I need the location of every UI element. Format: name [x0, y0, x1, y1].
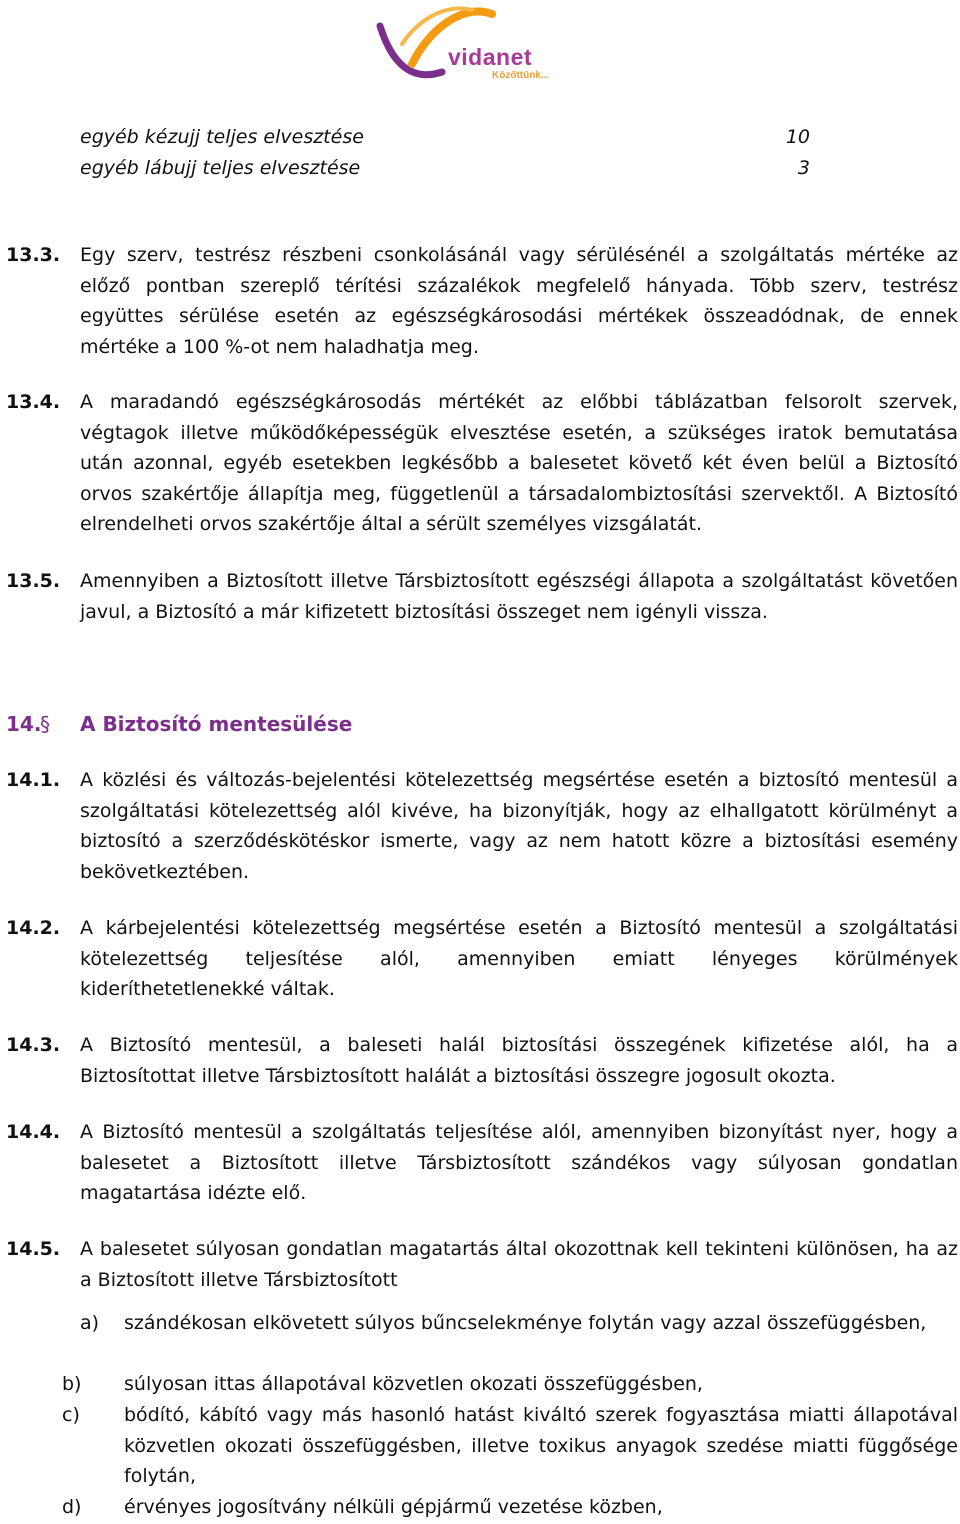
row-value: 3 — [797, 157, 810, 179]
list-item — [0, 1400, 958, 1492]
row-value: 10 — [785, 126, 810, 148]
section-number: 14.5. — [6, 1238, 61, 1260]
list-text: szándékosan elkövetett súlyos bűncselekménye folytán vagy azzal összefüggésben, — [124, 1312, 927, 1334]
section-text: A balesetet súlyosan gondatlan magatartás által okozottnak kell tekinteni különösen, ha az a Biztosított illetve Társbiztosított — [80, 1238, 958, 1291]
section-13-4 — [0, 387, 958, 540]
section-14-3 — [0, 1030, 958, 1091]
section-13-5 — [0, 566, 958, 627]
section-symbol-icon: § — [40, 712, 50, 736]
section-text: A közlési és változás-bejelentési kötelezettség megsértése esetén a biztosító mentesül a szolgáltatási kötelezettség alól kivéve, ha bizonyítják, hogy az elhallgatott körülményt a biztosító a szerződéskötéskor ismerte, vagy az nem hatott közre a biztosítási esemény bekövetkeztében. — [80, 769, 958, 883]
logo-tagline: Közöttünk... — [492, 70, 550, 81]
section-text: A maradandó egészségkárosodás mértékét az előbbi táblázatban felsorolt szervek, végtagok illetve működőképességük elvesztése esetén, a szükséges iratok bemutatása után azonnal, egyéb esetekben legkésőbb a balesetet követő két éven belül a Biztosító orvos szakértője állapítja meg, függetlenül a társadalombiztosítási szervektől. A Biztosító elrendelheti orvos szakértője által a sérült személyes vizsgálatát. — [80, 391, 958, 535]
list-text: bódító, kábító vagy más hasonló hatást kiváltó szerek fogyasztása miatti állapotával közvetlen okozati összefüggésben, illetve toxikus anyagok szedése miatti függősége folytán, — [124, 1404, 958, 1487]
list-label: c) — [62, 1404, 80, 1426]
section-text: A kárbejelentési kötelezettség megsértése esetén a Biztosító mentesül a szolgáltatási kötelezettség teljesítése alól, amennyiben emiatt lényeges körülmények kideríthetetlenekké váltak. — [80, 917, 958, 1000]
row-label: egyéb kézujj teljes elvesztése — [80, 126, 364, 148]
section-number: 14.4. — [6, 1121, 61, 1143]
section-number: 13.5. — [6, 570, 61, 592]
section-number: 14.1. — [6, 769, 61, 791]
section-14-1 — [0, 765, 958, 887]
logo-brand-text: vidanet — [448, 44, 533, 70]
list-item — [0, 1492, 958, 1523]
list-text: súlyosan ittas állapotával közvetlen okozati összefüggésben, — [124, 1373, 703, 1395]
list-item — [0, 1308, 958, 1339]
list-text: érvényes jogosítvány nélküli gépjármű vezetése közben, — [124, 1496, 663, 1518]
section-text: Egy szerv, testrész részbeni csonkolásánál vagy sérülésénél a szolgáltatás mértéke az előző pontban szereplő térítési százalékok megfelelő hányada. Több szerv, testrész együttes sérülése esetén az egészségkárosodási mértékek összeadódnak, de ennek mértéke a 100 %-ot nem haladhatja meg. — [80, 244, 958, 358]
table-row — [80, 153, 810, 183]
section-text: A Biztosító mentesül, a baleseti halál biztosítási összegének kifizetése alól, ha a Biztosítottat illetve Társbiztosított halálát a biztosítási összegre jogosult okozta. — [80, 1034, 958, 1087]
heading-number: 14. — [6, 712, 42, 736]
section-number: 13.4. — [6, 391, 61, 413]
list-label: d) — [62, 1496, 82, 1518]
section-number: 13.3. — [6, 244, 61, 266]
section-13-3 — [0, 240, 958, 362]
section-14-2 — [0, 913, 958, 1005]
table-row — [80, 122, 810, 152]
row-label: egyéb lábujj teljes elvesztése — [80, 157, 361, 179]
list-item — [0, 1369, 958, 1400]
section-text: A Biztosító mentesül a szolgáltatás teljesítése alól, amennyiben bizonyítást nyer, hogy a balesetet a Biztosított illetve Társbiztosított szándékos vagy súlyosan gondatlan magatartása idézte elő. — [80, 1121, 958, 1204]
list-label: a) — [80, 1312, 100, 1334]
section-number: 14.3. — [6, 1034, 61, 1056]
section-14-5 — [0, 1234, 958, 1295]
list-label: b) — [62, 1373, 82, 1395]
section-number: 14.2. — [6, 917, 61, 939]
section-text: Amennyiben a Biztosított illetve Társbiztosított egészségi állapota a szolgáltatást követően javul, a Biztosító a már kifizetett biztosítási összeget nem igényli vissza. — [80, 570, 958, 623]
heading-title: A Biztosító mentesülése — [80, 712, 353, 736]
section-14-4 — [0, 1117, 958, 1209]
